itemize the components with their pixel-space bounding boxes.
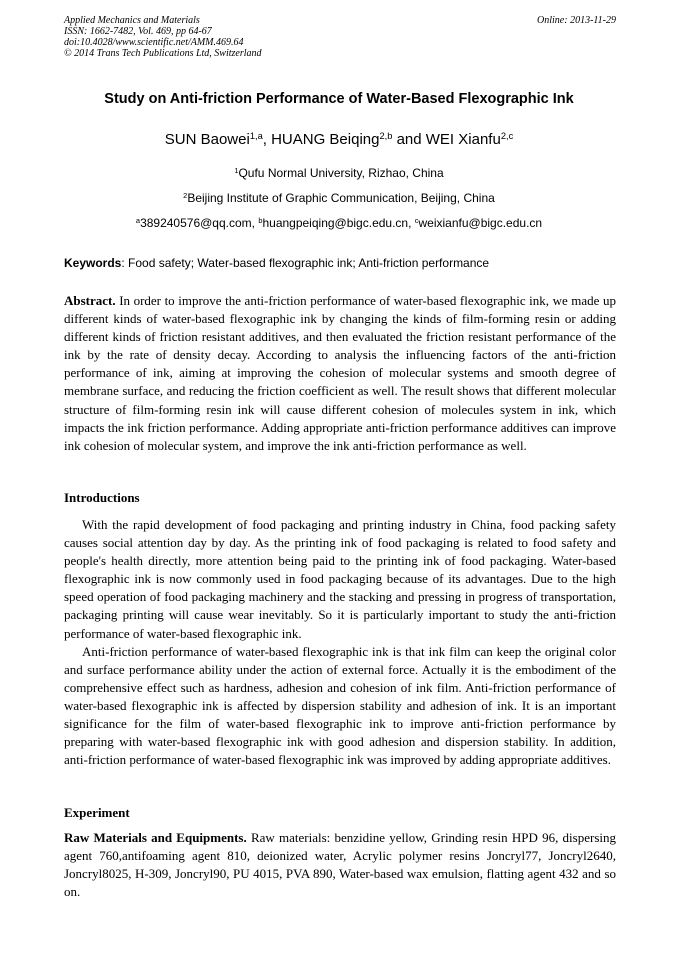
subsection-text: Raw materials: benzidine yellow, Grinding resin HPD 96, dispersing agent 760,antifoaming agent 810, deionized water, Acrylic polymer resins Joncryl77, Joncryl2640, Joncryl8025, H-309, Joncryl90, PU 4015, PVA 890, Water-based wax emulsion, flatting agent 432 and so on. — [64, 830, 616, 900]
affiliation-1 — [0, 166, 678, 180]
author-name: SUN Baowei — [164, 131, 250, 148]
author-name: , HUANG Beiqing — [262, 131, 380, 148]
experiment-body — [64, 829, 616, 901]
doi-line: doi:10.4028/www.scientific.net/AMM.469.64 — [64, 37, 244, 48]
affiliation-text: Beijing Institute of Graphic Communication, Beijing, China — [187, 191, 495, 205]
journal-name: Applied Mechanics and Materials — [64, 15, 200, 26]
affiliation-2 — [0, 191, 678, 205]
author-superscript: 1,a — [249, 130, 263, 141]
paragraph: Anti-friction performance of water-based flexographic ink is that ink film can keep the original color and surface performance ability under the action of external force. Actually it is the embodiment of the comprehensive effect such as hardness, adhesion and cohesion of ink film. Anti-friction performance of water-based flexographic ink is affected by dispersion stability and adhesion of ink. It is an important significance for the film of water-based flexographic ink to improve anti-friction performance by preparing with water-based flexographic ink with good adhesion and dispersion stability. In addition, anti-friction performance of water-based flexographic ink was improved by adding appropriate additives. — [64, 643, 616, 768]
affiliation-superscript: 2 — [183, 190, 188, 200]
paragraph: With the rapid development of food packaging and printing industry in China, food packing safety causes social attention day by day. As the printing ink of food packaging is related to food safety and people's health directly, more attention being paid to the printing ink of food packaging. Water-based flexographic ink is now commonly used in food packaging because of its advantages. Due to the high speed operation of food packaging machinery and the stacking and pressing in progress of transportation, packaging printing will cause wear inevitably. So it is particularly important to study the anti-friction performance of water-based flexographic ink. — [64, 517, 616, 641]
introductions-heading: Introductions — [64, 490, 140, 505]
paper-title: Study on Anti-friction Performance of Water-Based Flexographic Ink — [104, 91, 574, 107]
email-text: weixianfu@bigc.edu.cn — [418, 216, 543, 230]
abstract-label: Abstract. — [64, 293, 116, 308]
email-superscript: c — [414, 215, 419, 225]
email-superscript: b — [258, 215, 263, 225]
abstract-text: In order to improve the anti-friction performance of water-based flexographic ink, we made up different kinds of water-based flexographic ink by changing the kinds of film-forming resin or adding different kinds of friction resistant additives, and then evaluated the friction resistant performance of the ink by the rate of density decay. According to analysis the influencing factors of the anti-friction performance of ink, aiming at improving the cohesion of molecular systems and smooth degree of membrane surface, and reducing the friction coefficient as well. The result shows that different molecular structure of film-forming resin ink will cause different cohesion of molecules system in ink, which impacts the ink friction performance. Adding appropriate anti-friction performance additives can improve ink cohesion of molecular system, and improve the ink anti-friction performance as well. — [64, 293, 616, 453]
email-text: huangpeiqing@bigc.edu.cn, — [262, 216, 415, 230]
keywords-text: : Food safety; Water-based flexographic ink; Anti-friction performance — [121, 256, 490, 270]
author-superscript: 2,c — [500, 130, 514, 141]
email-text: 389240576@qq.com, — [140, 216, 259, 230]
affiliation-superscript: 1 — [234, 165, 239, 175]
email-superscript: a — [135, 215, 141, 225]
affiliation-text: Qufu Normal University, Rizhao, China — [238, 166, 444, 180]
journal-header — [64, 15, 616, 59]
author-list — [0, 131, 678, 148]
email-list — [0, 216, 678, 230]
experiment-heading: Experiment — [64, 805, 130, 820]
copyright-line: © 2014 Trans Tech Publications Ltd, Switzerland — [64, 48, 262, 59]
author-name: and WEI Xianfu — [392, 131, 501, 148]
keywords-line — [64, 256, 616, 270]
online-date: Online: 2013-11-29 — [537, 15, 616, 26]
issn-line: ISSN: 1662-7482, Vol. 469, pp 64-67 — [64, 26, 212, 37]
introductions-body — [64, 516, 616, 769]
abstract — [64, 292, 616, 455]
subsection-label: Raw Materials and Equipments. — [64, 830, 247, 845]
author-superscript: 2,b — [379, 130, 393, 141]
keywords-label: Keywords — [64, 256, 122, 270]
